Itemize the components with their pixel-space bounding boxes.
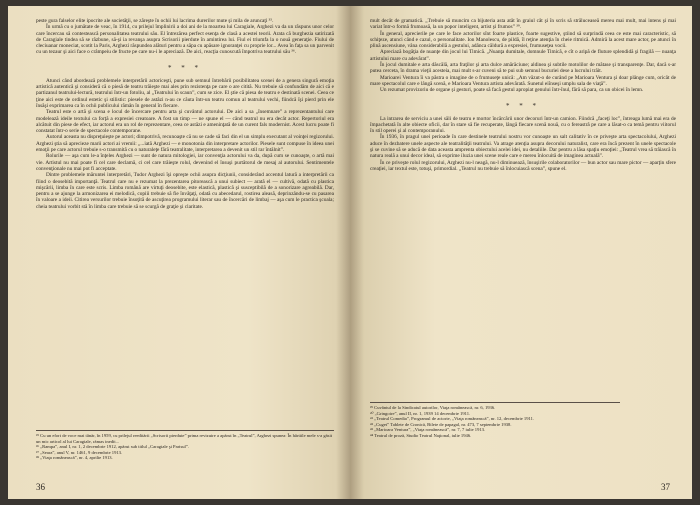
right-page bbox=[350, 6, 692, 499]
body-paragraph: În general, aprecierile pe care le face actorilor sînt foarte plastice, foarte sugestive, ştiind să surprindă ceea ce este mai caracteristic, să schiţeze, atunci când e cazul, o personalitate. Ion Manolescu, de pildă, îl reţine atenţia în cheie ritmică. Admiră la acest mare actor, pe atunci în plină ascensiune, vâna considerabilă a gestului, adânca căldură a expresiei, frumuseţea vocii. bbox=[370, 30, 676, 50]
page-number: 36 bbox=[36, 482, 45, 492]
footnote: ³⁵ Cu un efort de voce mai tânăr, în 1959, cu prilejul reeditării „Scrisorii pierdute” prima revizuire a apărut în „Teatrul”, Arghezi spunea: În hârtiile mele s-a găsit un mic articol al lui Caragiale, rămas inedit... bbox=[36, 433, 333, 444]
footnote: ³⁸ „Viaţa românească”, nr. 4, aprilie 1913. bbox=[36, 455, 113, 461]
body-paragraph: Apreciază bogăţia de nuanţe din jocul lui Timică. „Nuanţa dumitale, domnule Timică, e cît o aripă de fluture splendidă şi fragilă — nuanţa artistului mare cu adevărat”. bbox=[370, 49, 676, 62]
body-paragraph: peste gura falselor elite ipocrite ale societăţii, se zăreşte în ochii lui lacrima durerilor mute şi mila de aruncaţi ³⁵. bbox=[36, 18, 274, 24]
body-paragraph: Dintre problemele măruntei interpretări, Tudor Arghezi îşi opreşte ochii asupra dicţiunii, considerând accentul latură a interpretării ca fiind o deosebită importanţă. Teatrul care nu e rezumat la prezentarea pitorească a unui subiect — arată el — cultivă, odată cu plastica mişcării, limba în care este scris. Limba română are virtuţi deosebite, este elastică, plastică şi susceptibilă de a sonorizare agreabilă. Dar, pentru a se ajunge la armonizarea ei melodică, copiii trebuie să fie învăţaţi, odată cu abecedarul, rostirea aleasă, deprinzându-se cu pasarea în valoare a ideii. Citirea versurilor trebuie însoţită de ascuţirea programului literar sau de încercări de limbaj — aşa cum le practica şcoala; cheia teatrului vorbit stă în limba care trebuie să se scurgă de graţie şi claritate. bbox=[36, 172, 334, 210]
body-paragraph: Autorul aceasta nu dispreţuieşte pe actori; dimpotrivă, recunoaşte că nu se cade să faci din el un simplu executant al voinţei regizorului. Arghezi ştia să aprecieze marii actori ai vremii: „...iată Arghezi — e monotonia din interpretare actorilor. Piesele sunt compuse în ideea unei emoţii pe care actorul trebuie s-o transmită cu o naturaleţe fără teatralitate, interpretarea a devenit un stil rar întâlnit”. bbox=[36, 134, 334, 154]
footnote: ⁴² „Cuget” Tablete de Cronică, Bilete de papagal, nr. 473, 7 septembrie 1938. bbox=[370, 421, 512, 427]
footnote: ³⁶ „Rampa”, anul I, nr. 1, 2 decembrie 1912, apărut sub titlul „Caragiale şi Parisul”. bbox=[36, 444, 189, 450]
left-page-body bbox=[36, 18, 334, 426]
body-paragraph: Teatrul este o artă şi scena e locul de încercare pentru arta şi cuvântul actorului. De aici a sa „însemnare” a reprezentantului care modelează ideile textului ca forţă a expresiei creatoare. A fost un timp — ne spune el — când teatrul nu era decât actor. Repertoriul era alcătuit din piese de efect, iar actorul era un rol de reprezentare, ceea ce astăzi e ameninţată de un curent fals modernist. Acest lucru poate fi constatat într-o serie de spectacole contemporane. bbox=[36, 109, 334, 135]
footnote: ³⁹ Cuvântul de la Sindicatul autorilor, Viaţa românească, nr. 6, 1936. bbox=[370, 405, 496, 410]
body-paragraph: În 1936, în pragul unei perioade în care destinele teatrului nostru vor cunoaşte un salt calitativ în ce priveşte arta spectacolului, Arghezi aduce în dezbatere unele aspecte ale teatralităţii teatrului. Va atrage atenţia asupra decorului naturalist, care era încă prezent în unele spectacole şi se cuvine să se aducă de data aceasta amprenta obiectului acelei idei, nu detaliile. Dar pentru a lăsa spaţiu emoţiei: „Teatrul vrea să trăiască în natura reală a unui decor ideal, să exprime iluzia unei scene reale care e mereu înlocuită de imaginea actuală”. bbox=[370, 134, 676, 160]
body-paragraph: Rolurile — aşa cum le-a înţeles Arghezi — sunt de natura mitologiei, iar convenţia actorului va da, după cum se cunoaşte, o artă mai vie. Artistul nu mai poate fi cel care declamă, ci cel care trăieşte rolul, devenind el însuşi purtătorul de mesaj al autorului. Sentimentele convenţionale nu mai pot fi acceptate. bbox=[36, 153, 334, 172]
left-footnotes bbox=[36, 430, 334, 481]
footnote: ³⁷ „Seara”, anul V, nr. 1461, 9 decembrie 1913. bbox=[36, 449, 123, 455]
body-paragraph: Atunci când abordează problemele interpretării actoriceşti, pune sub semnul întrebării posibilitatea scenei de a genera singură emoţia artistică autentică şi consideră că o piesă de teatru trăieşte mai ales prin rezistenţa pe care o are citită. Nu trebuie să confundăm de aici că e partizanul teatrului-lectură, teatrului într-un fotoliu, al „Teatrului în scaun”, cum se zice. El ştie că piesa de teatru e destinată scenei. Ceea ce ţine aici este de ordinul estetic şi stilistic: piesele de astăzi n-au ce căuta într-un teatru comun al teatrului vechi, fiindcă îşi pierd prin ele însăşi exprimarea ca în ochii publicului rămân în general în fiecare. bbox=[36, 77, 334, 109]
section-divider: * * * bbox=[506, 101, 540, 110]
body-paragraph: În ce priveşte rolul regizorului, Arghezi nu-l neagă, nu-l diminuează, însuşirile colaboratorilor — bun actor sau mare pictor — aparţin sfere creaţiei, iar textul este, totuşi, primordial. „Teatrul nu trebuie să înlocuiască scena”, spune el. bbox=[370, 159, 676, 172]
footnote: ⁴¹ „Teatrul Comedia”, Programul de actorie, „Viaţa românească”, nr. 12, decembrie 1911. bbox=[370, 416, 535, 422]
body-paragraph: mult decât de gramatică. „Trebuie să muncim ca bijuteria asta atât în graiul cât şi în scris să străluceaseă mereu mai mult, mai intens şi mai variat într-o formă frumoasă, la un popor inteligent, artist şi frumos” ³⁹. bbox=[370, 18, 676, 31]
footnote: ⁴⁰ „Gringoire”, anul II, nr. 1, 1939 14 decembrie 1911. bbox=[370, 410, 471, 416]
body-paragraph: În urmă cu o jumătate de veac, în 1914, cu prilejul împlinirii a doi ani de la moartea lui Caragiale, Arghezi va da un răspuns unor celor care încercau să contestească personalitatea teatrului său. El întrezărea perfect esenţa de clasă a acestei teorii. Arata că burghezia satirizată de Caragiale tindea să se răzbune, să-şi ia revanşa asupra Scrisorii pierdute în amintirea lui. Fiul ei triumfa la o nouă generaţie. Fiului de cleciuanar moneciat, scotit la Paris, Arghezi răspundea alături pentru a săpa cu apăsare ignoranţei cu proprie lor... Avea în faţa sa un parvenit cu un tezaur şi aici face o crâmpeiu de fructe pe care nu-i le apreciază. De aici, reacţia cunoscută împotriva teatrului său ³⁶. bbox=[36, 24, 334, 56]
gutter-shadow bbox=[336, 6, 350, 499]
page-number: 37 bbox=[661, 482, 670, 492]
gutter-shadow bbox=[350, 6, 364, 499]
book-spread bbox=[8, 6, 692, 499]
body-paragraph: Un rezumat provizoriu de organe şi gesturi, poate să facă gestul apropiat genului într-înul, fără să para, ca un obicei în lemn. bbox=[380, 87, 644, 94]
footnote: ⁴⁴ Teatrul de proză, Studio Teatrul Naţional, iulie 1946. bbox=[370, 432, 472, 438]
right-footnotes bbox=[370, 402, 620, 475]
body-paragraph: La intrarea de serviciu a unei săli de teatru e mortor încărcării unor decoruri într-un camion. Fiindcă „faceţi loc”, întreaga lumă mai era de împachetată în alte obiecte oficii, dar în stare să fie recuperate, lângă fiecare scenă nouă, cu o fereastră pe care a lăsat-o ca temă pentru viitorul în stil operei şi al contemporanului. bbox=[370, 115, 676, 135]
footnote: ⁴³ „Marioara Ventura”, „Viaţa românească”, nr. 7, 7 iulie 1913. bbox=[370, 427, 486, 433]
left-page bbox=[8, 6, 350, 499]
section-divider: * * * bbox=[168, 63, 202, 72]
body-paragraph: În jocul dumitale e arta dăscălă, arta fraţilor şi arta dulce amărăciune; aldinea şi subtile motolilor de mătase şi transparenţe. Dar, dacă s-ar putea cerceta, în drama vieţii acesteia, mai mult s-ar cuveni să te pui sub semnul bucuriei dese a lucrului trăit. bbox=[370, 62, 676, 75]
body-paragraph: Marioarei Ventura îi va păstra o imagine de o frumuseţe unică: „Am văzut-o de curând pe Marioara Ventura şi doar plânge cum, oricât de mare spectacolul care e lângă scenă, e Marioara Ventura artista adevărată. Sunetul eiînseşi umplu sala de viaţă”. bbox=[370, 74, 676, 87]
